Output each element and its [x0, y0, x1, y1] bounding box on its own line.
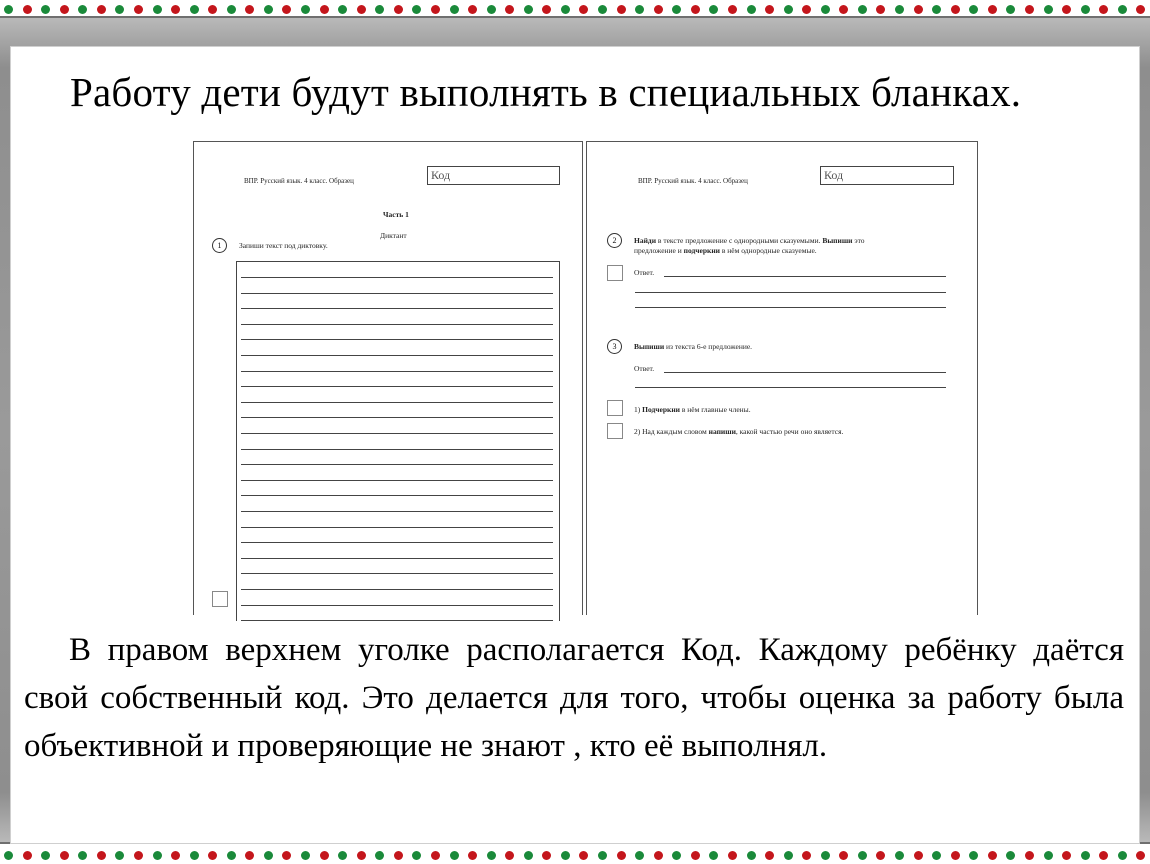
border-dot [709, 5, 718, 14]
border-dot [932, 851, 941, 860]
border-dot [821, 5, 830, 14]
border-dot [969, 5, 978, 14]
task3-subtask2: 2) Над каждым словом напиши, какой частью речи оно является. [634, 427, 844, 436]
border-dot [208, 5, 217, 14]
border-dot [487, 851, 496, 860]
border-dot [357, 5, 366, 14]
border-dot [876, 5, 885, 14]
border-dot [1118, 851, 1127, 860]
border-dot [561, 851, 570, 860]
border-dot [23, 5, 32, 14]
score-checkbox [212, 591, 228, 607]
score-checkbox [607, 423, 623, 439]
part-title: Часть 1 [383, 210, 409, 219]
border-dot [338, 851, 347, 860]
border-dot [468, 5, 477, 14]
slide-title: Работу дети будут выполнять в специальных бланках. [70, 69, 1022, 115]
task3-subtask1: 1) Подчеркни в нём главные члены. [634, 405, 751, 414]
border-dot [431, 851, 440, 860]
code-field: Код [820, 166, 954, 185]
border-dot [691, 5, 700, 14]
border-dot [78, 851, 87, 860]
border-dot [839, 5, 848, 14]
task-number-badge: 2 [607, 233, 622, 248]
border-dot [450, 851, 459, 860]
border-dot [190, 5, 199, 14]
border-dot [635, 851, 644, 860]
dictation-line [241, 308, 553, 309]
border-dot [691, 851, 700, 860]
code-field: Код [427, 166, 560, 185]
border-dot [598, 5, 607, 14]
sheet-header: ВПР. Русский язык. 4 класс. Образец [244, 177, 354, 185]
border-dot [375, 851, 384, 860]
border-dot [617, 5, 626, 14]
border-dot [672, 5, 681, 14]
border-dot [115, 5, 124, 14]
dictation-line [241, 542, 553, 543]
dictation-line [241, 589, 553, 590]
border-dot [208, 851, 217, 860]
dictation-line [241, 495, 553, 496]
task-number-badge: 1 [212, 238, 227, 253]
dictation-line [241, 417, 553, 418]
border-dot [914, 851, 923, 860]
border-dot [988, 851, 997, 860]
border-dot [97, 851, 106, 860]
dictation-line [241, 449, 553, 450]
border-dot [524, 851, 533, 860]
border-dot [41, 851, 50, 860]
border-dot [1044, 851, 1053, 860]
border-dot [338, 5, 347, 14]
border-dot [171, 5, 180, 14]
border-dot [747, 851, 756, 860]
border-dot [914, 5, 923, 14]
answer-line [635, 387, 946, 388]
answer-line [635, 307, 946, 308]
answer-label: Ответ. [634, 364, 655, 373]
border-dot [1062, 851, 1071, 860]
answer-line [664, 372, 946, 373]
border-dot [784, 5, 793, 14]
border-dot [282, 5, 291, 14]
border-dot [134, 851, 143, 860]
border-dot [932, 5, 941, 14]
border-dot [171, 851, 180, 860]
border-dot [765, 5, 774, 14]
border-dot [301, 851, 310, 860]
border-dot [1081, 851, 1090, 860]
border-dot [78, 5, 87, 14]
answer-sheet-left [193, 141, 583, 615]
dictation-line [241, 371, 553, 372]
border-dot [1006, 5, 1015, 14]
border-dot [97, 5, 106, 14]
answer-line [664, 276, 946, 277]
border-dot [431, 5, 440, 14]
border-dot [505, 5, 514, 14]
border-dot [357, 851, 366, 860]
border-dot [542, 5, 551, 14]
border-dot [542, 851, 551, 860]
dictation-line [241, 402, 553, 403]
dictation-line [241, 339, 553, 340]
border-dot [190, 851, 199, 860]
border-dot [394, 851, 403, 860]
border-dot [709, 851, 718, 860]
border-dot [394, 5, 403, 14]
border-dot [227, 5, 236, 14]
border-dot [951, 5, 960, 14]
task2-line1: Найди в тексте предложение с однородными сказуемыми. Выпиши это [634, 236, 865, 245]
answer-label: Ответ. [634, 268, 655, 277]
border-dot [4, 851, 13, 860]
border-dot [41, 5, 50, 14]
border-dot [784, 851, 793, 860]
border-dot [839, 851, 848, 860]
dictation-line [241, 355, 553, 356]
border-dot [802, 5, 811, 14]
border-dot [579, 851, 588, 860]
border-dot [487, 5, 496, 14]
score-checkbox [607, 265, 623, 281]
body-paragraph: В правом верхнем уголке располагается Код. Каждому ребёнку даётся свой собственный код. Это делается для того, чтобы оценка за работу была объективной и проверяющие не знают , кто её выполнял. [24, 632, 1124, 764]
border-dot [1118, 5, 1127, 14]
dictation-lines-box [236, 261, 560, 621]
border-dot [412, 5, 421, 14]
dictation-title: Диктант [380, 231, 407, 240]
border-dot [951, 851, 960, 860]
border-dot [821, 851, 830, 860]
border-dot [1099, 851, 1108, 860]
slide-body-text [24, 626, 1124, 770]
dictation-line [241, 620, 553, 621]
border-dot [654, 5, 663, 14]
border-dot [1006, 851, 1015, 860]
border-dot [1136, 5, 1145, 14]
border-dot [227, 851, 236, 860]
border-dot [654, 851, 663, 860]
answer-line [635, 292, 946, 293]
border-dot [375, 5, 384, 14]
border-dot [895, 5, 904, 14]
dictation-line [241, 605, 553, 606]
border-dot [617, 851, 626, 860]
border-dot [672, 851, 681, 860]
border-dot [747, 5, 756, 14]
border-dot [728, 5, 737, 14]
border-dot [60, 5, 69, 14]
border-dot [153, 5, 162, 14]
dictation-line [241, 527, 553, 528]
score-checkbox [607, 400, 623, 416]
border-dot [598, 851, 607, 860]
border-dot [1136, 851, 1145, 860]
border-dot [1062, 5, 1071, 14]
task3-text: Выпиши из текста 6-е предложение. [634, 342, 753, 351]
dictation-line [241, 433, 553, 434]
border-dot [1099, 5, 1108, 14]
border-dot [802, 851, 811, 860]
border-dot [505, 851, 514, 860]
border-dot [1025, 5, 1034, 14]
dictation-line [241, 277, 553, 278]
border-dot [60, 851, 69, 860]
border-dot [579, 5, 588, 14]
border-dot [895, 851, 904, 860]
task-number-badge: 3 [607, 339, 622, 354]
border-dot [728, 851, 737, 860]
border-dot [153, 851, 162, 860]
border-dot [450, 5, 459, 14]
border-dot [635, 5, 644, 14]
dictation-line [241, 293, 553, 294]
border-dot [282, 851, 291, 860]
border-dot [969, 851, 978, 860]
answer-sheet-right [586, 141, 978, 615]
dictation-line [241, 558, 553, 559]
border-dot [765, 851, 774, 860]
dictation-line [241, 480, 553, 481]
dictation-line [241, 511, 553, 512]
dictation-line [241, 324, 553, 325]
border-dot [988, 5, 997, 14]
border-dot [320, 5, 329, 14]
border-dot [468, 851, 477, 860]
dictation-line [241, 573, 553, 574]
task-instruction: Запиши текст под диктовку. [239, 241, 328, 250]
border-dot [858, 5, 867, 14]
border-dot [4, 5, 13, 14]
border-dot [1044, 5, 1053, 14]
border-dot [320, 851, 329, 860]
border-dot [876, 851, 885, 860]
border-dot [245, 5, 254, 14]
border-dot [245, 851, 254, 860]
border-dot [1025, 851, 1034, 860]
border-dot [858, 851, 867, 860]
sheet-header: ВПР. Русский язык. 4 класс. Образец [638, 177, 748, 185]
border-dot [23, 851, 32, 860]
border-dot [524, 5, 533, 14]
border-dot [115, 851, 124, 860]
dictation-line [241, 464, 553, 465]
border-dot [134, 5, 143, 14]
bottom-dot-border [0, 846, 1150, 864]
dictation-line [241, 386, 553, 387]
border-dot [264, 851, 273, 860]
border-dot [264, 5, 273, 14]
border-dot [412, 851, 421, 860]
border-dot [1081, 5, 1090, 14]
border-dot [301, 5, 310, 14]
border-dot [561, 5, 570, 14]
task2-line2: предложение и подчеркни в нём однородные сказуемые. [634, 246, 817, 255]
